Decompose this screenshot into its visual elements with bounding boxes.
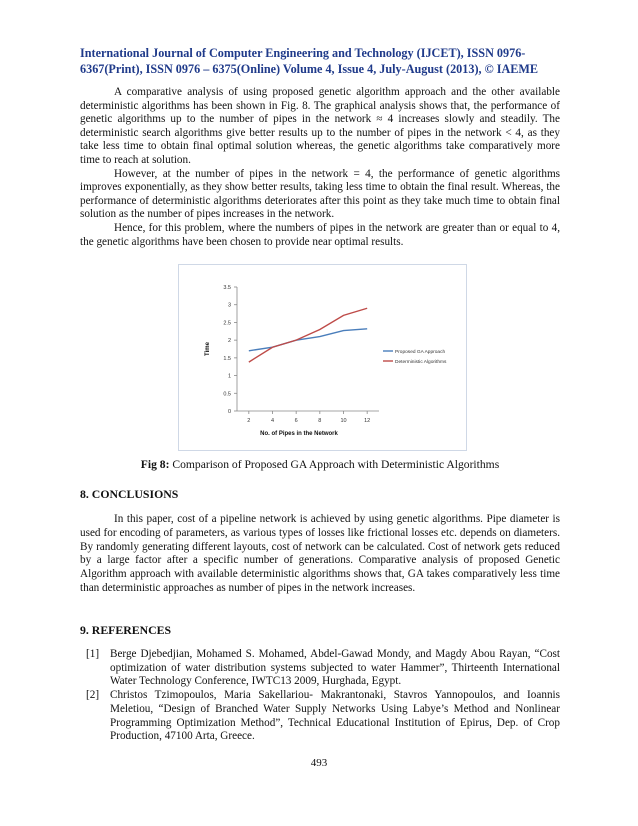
y-tick-label: 3.5 [223,285,231,291]
paragraph-1: A comparative analysis of using proposed genetic algorithm approach and the other available deterministic algorithms has been shown in Fig. 8. The graphical analysis shows that, the performance of genetic algorithms up to the number of pipes in the network ≈ 4 increases slowly and steadily. The deterministic search algorithms give better results up to the number of pipes in the network < 4, as they take less time to obtain final optimal solution whereas, the genetic algorithms take comparatively more time to reach at solution. [80,86,560,166]
reference-text: Christos Tzimopoulos, Maria Sakellariou- Makrantonaki, Stavros Yannopoulos, and Ioannis Meletiou, “Design of Branched Water Supply Networks Using Labye’s Method and Nonlinear Programming Optimization Method”, Technical Educational Institution of Epirus, Dep. of Crop Production, 47100 Arta, Greece. [110,689,560,743]
reference-text: Berge Djebedjian, Mohamed S. Mohamed, Abdel-Gawad Mondy, and Magdy Abou Rayan, “Cost optimization of water distribution systems subjected to water Hammer”, Thirteenth International Water Technology Conference, IWTC13 2009, Hurghada, Egypt. [110,648,560,688]
line-chart [179,265,466,450]
x-tick-label: 8 [318,418,322,424]
y-axis-label: Time [205,342,211,356]
legend-label: Proposed GA Approach [395,350,446,355]
y-tick-label: 0 [227,409,231,415]
reference-number: [1] [86,648,100,660]
y-tick-label: 1.5 [223,355,231,362]
paragraph-3: Hence, for this problem, where the numbers of pipes in the network are greater than or equal to 4, the genetic algorithms have been chosen to provide near optimal results. [80,221,560,248]
x-tick-label: 6 [294,418,298,424]
legend-label: Deterministic Algorithms [395,360,447,365]
references-list [80,648,560,744]
section-9-title: 9. REFERENCES [80,623,172,637]
figure-label: Fig 8: [140,458,170,471]
x-axis-label: No. of Pipes in the Network [260,431,338,437]
figure-caption-text: Comparison of Proposed GA Approach with Deterministic Algorithms [169,458,500,471]
reference-number: [2] [86,689,100,702]
reference-item [80,648,560,689]
x-tick-label: 2 [247,418,251,424]
x-tick-label: 12 [364,418,371,424]
series-line-2 [249,308,367,362]
header-line-2: 6367(Print), ISSN 0976 – 6375(Online) Volume 4, Issue 4, July-August (2013), © IAEME [80,62,539,76]
journal-header [80,45,560,77]
y-tick-label: 3 [227,302,231,309]
conclusions-text [80,513,560,596]
paragraph-2: However, at the number of pipes in the network = 4, the performance of genetic algorithms improves exponentially, as they show better results, taking less time to obtain the final result. Whereas, the performance of deterministic algorithms deteriorates after this point as they take much time to obtain final solution as the number of pipes increases in the network. [80,167,560,221]
y-tick-label: 0.5 [223,391,231,398]
x-tick-label: 10 [340,418,347,424]
y-tick-label: 2 [227,338,231,345]
y-tick-label: 2.5 [223,320,231,327]
page-number: 493 [310,757,328,769]
header-line-1: International Journal of Computer Engineering and Technology (IJCET), ISSN 0976- [80,46,526,60]
body-text [80,86,560,249]
series-line-1 [249,329,367,351]
y-tick-label: 1 [227,373,231,380]
figure-caption [80,458,560,471]
conclusions-paragraph: In this paper, cost of a pipeline network is achieved by using genetic algorithms. Pipe diameter is used for encoding of parameters, as various types of losses like frictional losses etc. depends on diameters. By randomly generating different layouts, cost of network can be calculated. Cost of network gets reduced by a large factor after a specific number of generations. Comparative analysis of proposed Genetic Algorithm approach with available deterministic algorithms shows that, GA takes comparatively less time than deterministic approaches as number of pipes in the network increases. [80,513,560,594]
x-tick-label: 4 [270,418,275,424]
section-8-title: 8. CONCLUSIONS [80,487,179,501]
reference-item [80,689,560,744]
figure-8-chart [178,264,467,451]
